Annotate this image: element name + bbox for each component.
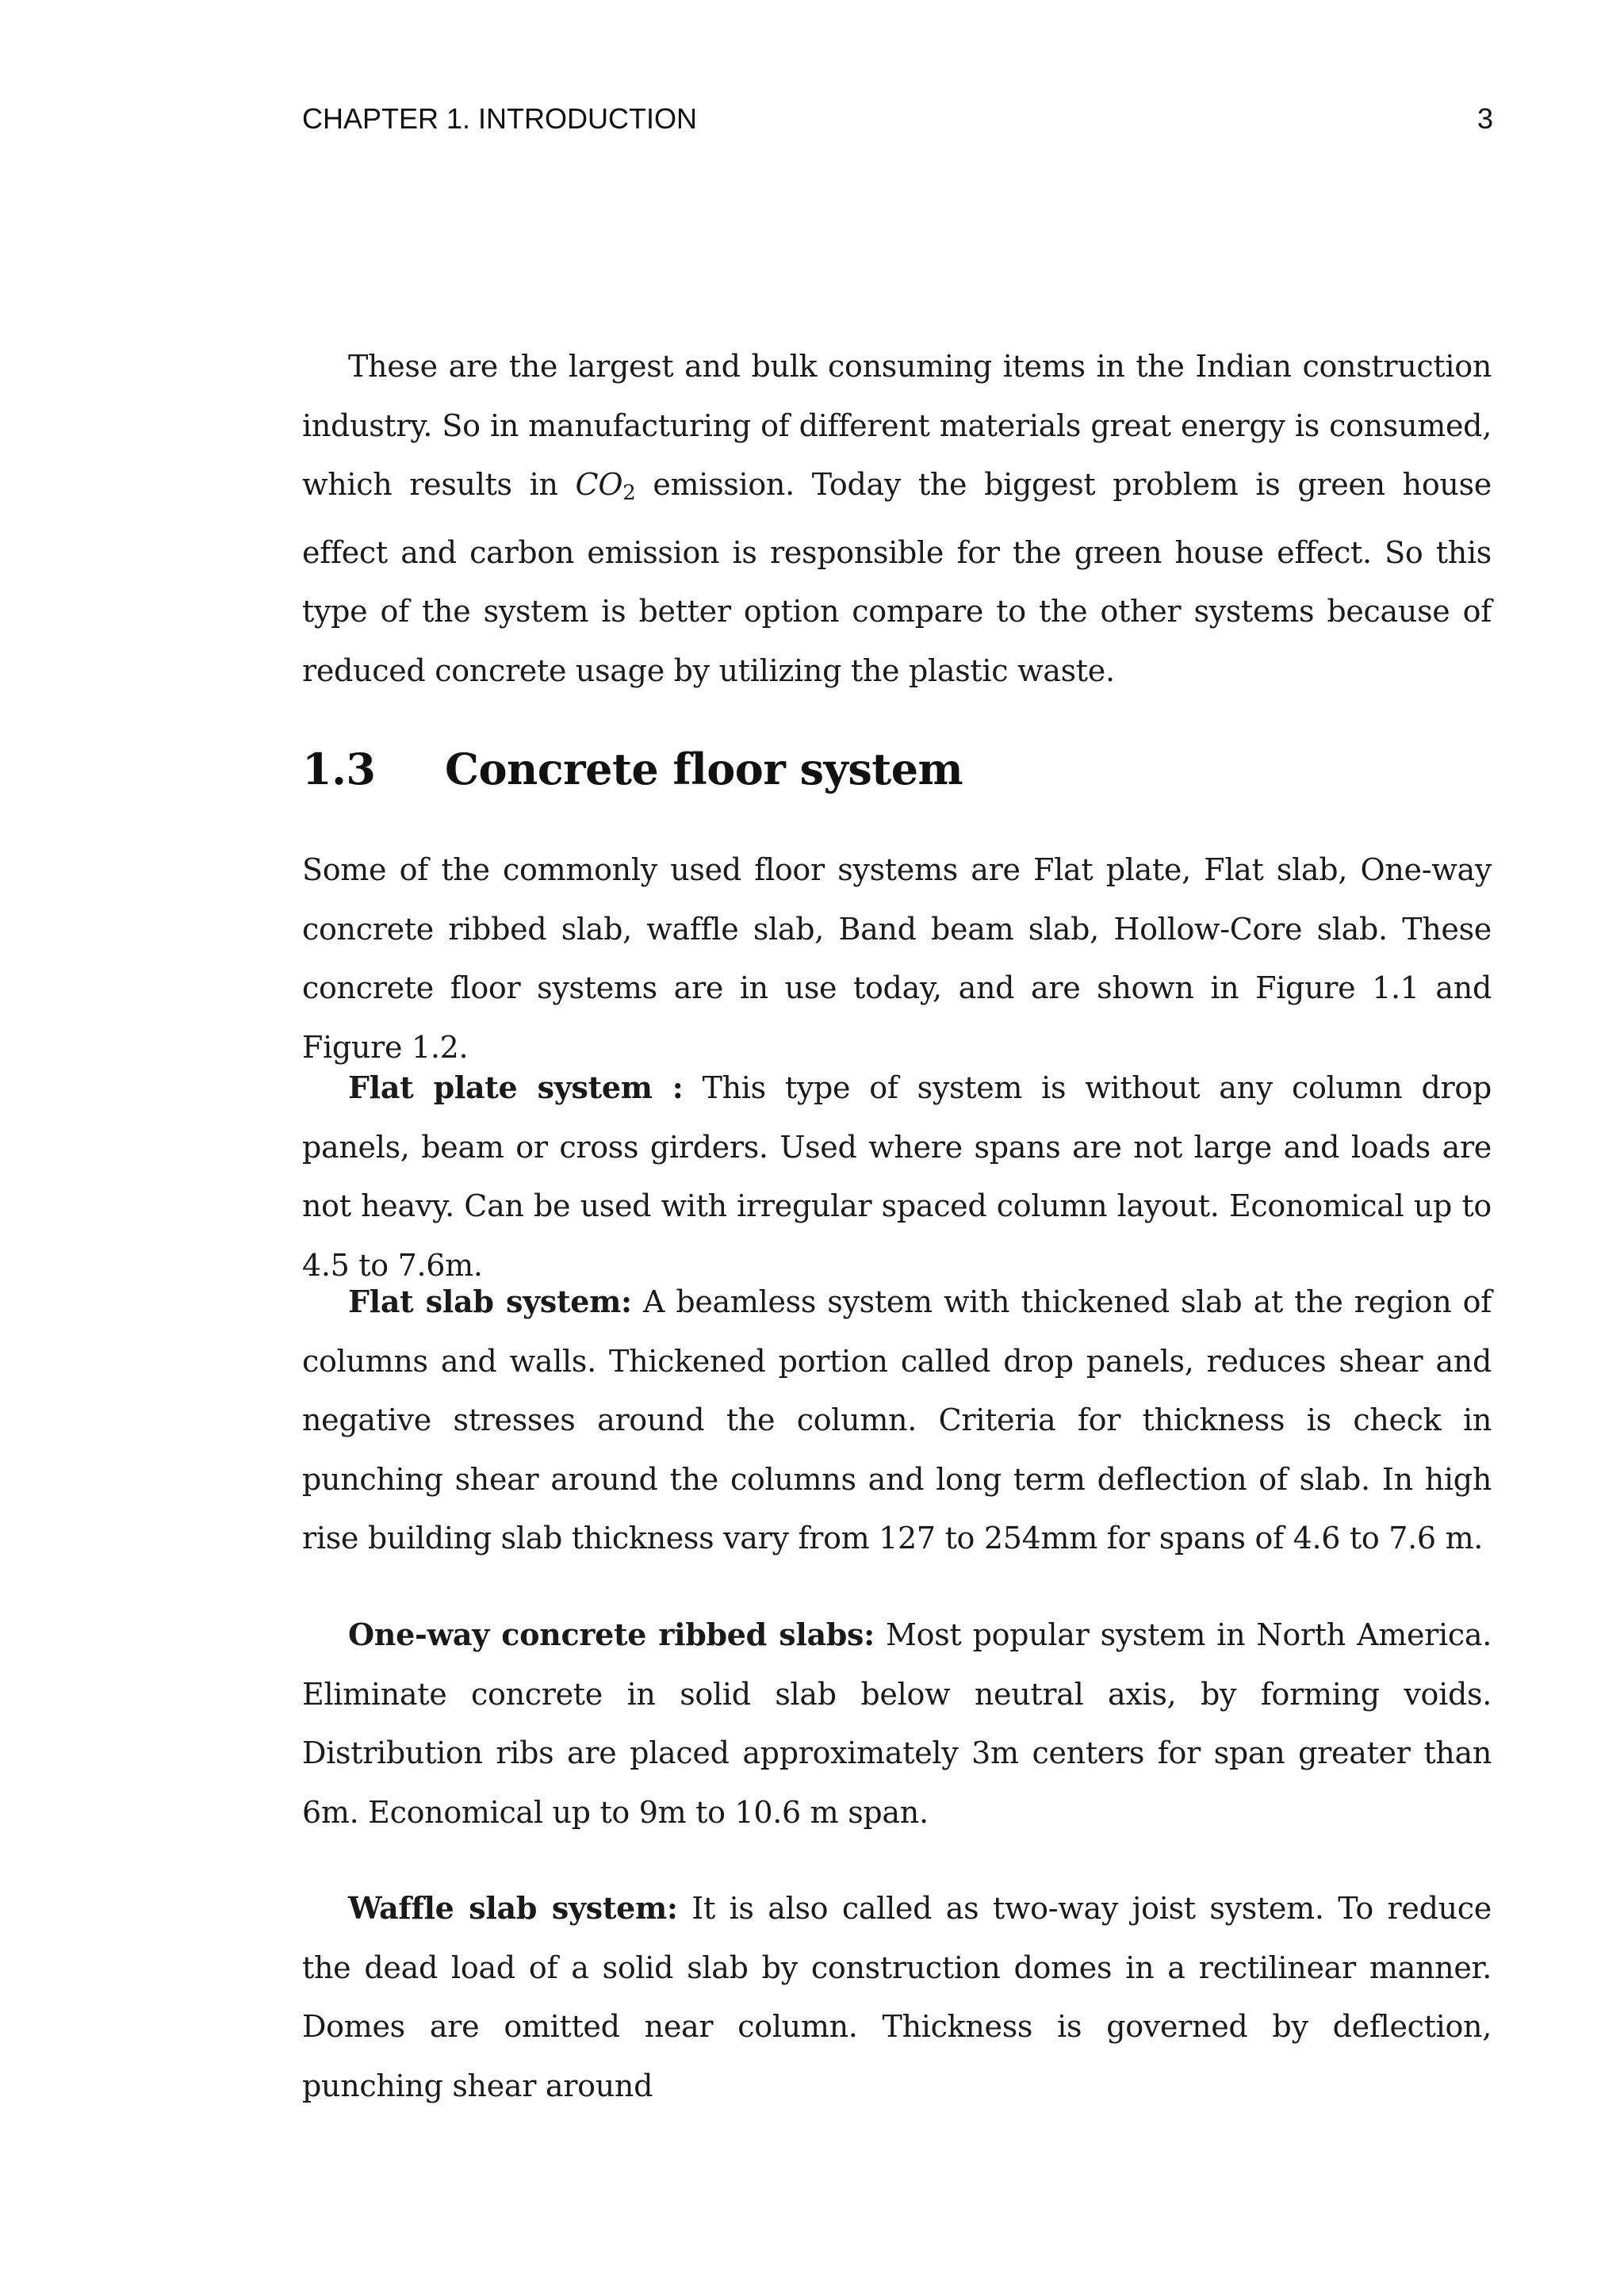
intro-paragraph <box>302 337 1492 700</box>
chemical-formula <box>575 467 636 505</box>
flat-slab-paragraph <box>302 1272 1492 1568</box>
flat-plate-term: Flat plate system : <box>348 1070 684 1105</box>
waffle-slab-term: Waffle slab system: <box>348 1890 678 1926</box>
page-number: 3 <box>1477 102 1493 135</box>
ribbed-slab-paragraph <box>302 1605 1492 1842</box>
chemical-formula-subscript: 2 <box>622 481 636 505</box>
running-header <box>302 99 1493 139</box>
flat-slab-paragraph-block <box>302 1272 1492 1568</box>
overview-paragraph-block <box>302 840 1492 1077</box>
section-title: Concrete floor system <box>445 744 963 794</box>
flat-plate-description: This type of system is without any column drop panels, beam or cross girders. Used where spans are not large and loads are not heavy. Can be used with irregular spaced column layout. Economical up to 4.5 to 7.6m. <box>302 1070 1492 1283</box>
flat-slab-description: A beamless system with thickened slab at the region of columns and walls. Thickened portion called drop panels, reduces shear and negative stresses around the column. Criteria for thickness is check in punching shear around the columns and long term deflection of slab. In high rise building slab thickness vary from 127 to 254mm for spans of 4.6 to 7.6 m. <box>302 1284 1492 1556</box>
intro-text-start: These are the largest and bulk consuming items in the Indian construction industry. So in manufacturing of different materials great energy is consumed, which results in <box>302 349 1492 502</box>
section-number: 1.3 <box>302 744 376 794</box>
ribbed-slab-term: One-way concrete ribbed slabs: <box>348 1617 875 1652</box>
flat-slab-term: Flat slab system: <box>348 1284 632 1319</box>
intro-text-end: emission. Today the biggest problem is green house effect and carbon emission is responsible for the green house effect. So this type of the system is better option compare to the other systems because of reduced concrete usage by utilizing the plastic waste. <box>302 467 1492 688</box>
chemical-formula-base: CO <box>575 467 623 502</box>
chapter-title: CHAPTER 1. INTRODUCTION <box>302 102 698 135</box>
intro-paragraph-block <box>302 337 1492 700</box>
waffle-slab-paragraph-block <box>302 1879 1492 2115</box>
overview-paragraph: Some of the commonly used floor systems are Flat plate, Flat slab, One-way concrete ribbed slab, waffle slab, Band beam slab, Hollow-Core slab. These concrete floor systems are in use today, and are shown in Figure 1.1 and Figure 1.2. <box>302 852 1492 1065</box>
waffle-slab-description: It is also called as two-way joist system. To reduce the dead load of a solid slab by construction domes in a rectilinear manner. Domes are omitted near column. Thickness is governed by deflection, punching shear around <box>302 1891 1492 2103</box>
ribbed-slab-paragraph-block <box>302 1605 1492 1842</box>
flat-plate-paragraph-block <box>302 1058 1492 1295</box>
waffle-slab-paragraph <box>302 1879 1492 2115</box>
flat-plate-paragraph <box>302 1058 1492 1295</box>
section-heading <box>302 737 963 801</box>
ribbed-slab-description: Most popular system in North America. Eliminate concrete in solid slab below neutral axis, by forming voids. Distribution ribs are placed approximately 3m centers for span greater than 6m. Economical up to 9m to 10.6 m span. <box>302 1617 1492 1830</box>
